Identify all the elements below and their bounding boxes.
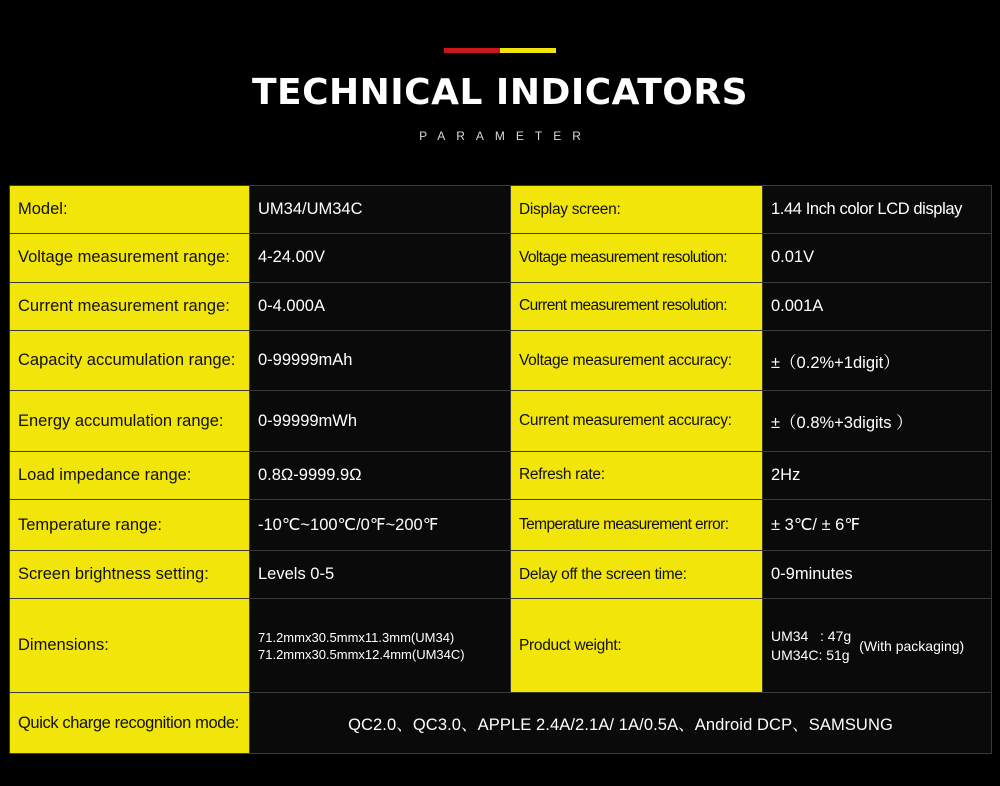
table-row — [10, 234, 992, 282]
page-title: TECHNICAL INDICATORS — [251, 72, 749, 113]
spec-value: 0-99999mWh — [250, 391, 511, 451]
spec-value: ±（0.8%+3digits ） — [763, 391, 992, 451]
spec-value: Levels 0-5 — [250, 550, 511, 598]
table-row — [10, 330, 992, 390]
spec-value: 0-4.000A — [250, 282, 511, 330]
header-accent-bar — [444, 48, 556, 53]
dimensions-value — [250, 599, 511, 693]
table-row — [10, 599, 992, 693]
spec-label: Voltage measurement resolution: — [511, 234, 763, 282]
spec-label: Temperature measurement error: — [511, 500, 763, 551]
spec-value: 0.001A — [763, 282, 992, 330]
spec-value: 0.01V — [763, 234, 992, 282]
spec-label: Load impedance range: — [10, 451, 250, 499]
spec-value: 4-24.00V — [250, 234, 511, 282]
spec-value: 0.8Ω-9999.9Ω — [250, 451, 511, 499]
weight-um34c: UM34C: 51g — [771, 646, 850, 663]
page-subtitle: PARAMETER — [419, 129, 592, 143]
spec-label: Energy accumulation range: — [10, 391, 250, 451]
spec-value: ± 3℃/ ± 6℉ — [763, 500, 992, 551]
accent-yellow — [500, 48, 556, 53]
spec-value: ±（0.2%+1digit） — [763, 330, 992, 390]
spec-label: Screen brightness setting: — [10, 550, 250, 598]
spec-label: Delay off the screen time: — [511, 550, 763, 598]
quick-charge-value: QC2.0、QC3.0、APPLE 2.4A/2.1A/ 1A/0.5A、Android DCP、SAMSUNG — [250, 693, 992, 754]
spec-label: Current measurement resolution: — [511, 282, 763, 330]
table-row — [10, 500, 992, 551]
spec-value: 2Hz — [763, 451, 992, 499]
spec-label: Current measurement range: — [10, 282, 250, 330]
spec-label: Temperature range: — [10, 500, 250, 551]
table-row — [10, 391, 992, 451]
dimensions-um34: 71.2mmx30.5mmx11.3mm(UM34) — [258, 629, 455, 645]
spec-value: 0-9minutes — [763, 550, 992, 598]
table-row — [10, 550, 992, 598]
accent-red — [444, 48, 500, 53]
spec-label: Voltage measurement range: — [10, 234, 250, 282]
table-row — [10, 693, 992, 754]
spec-value: UM34/UM34C — [250, 186, 511, 234]
weight-label: Product weight: — [511, 599, 763, 693]
weight-value — [763, 599, 992, 693]
weight-um34: UM34 : 47g — [771, 627, 852, 644]
spec-value: 0-99999mAh — [250, 330, 511, 390]
spec-value: 1.44 Inch color LCD display — [763, 186, 992, 234]
spec-label: Capacity accumulation range: — [10, 330, 250, 390]
table-row — [10, 451, 992, 499]
dimensions-um34c: 71.2mmx30.5mmx12.4mm(UM34C) — [258, 646, 465, 662]
spec-label: Voltage measurement accuracy: — [511, 330, 763, 390]
spec-label: Display screen: — [511, 186, 763, 234]
spec-label: Refresh rate: — [511, 451, 763, 499]
weight-packaging-note: (With packaging) — [859, 637, 965, 654]
table-row — [10, 186, 992, 234]
quick-charge-label: Quick charge recognition mode: — [10, 693, 250, 754]
spec-value: -10℃~100℃/0℉~200℉ — [250, 500, 511, 551]
dimensions-label: Dimensions: — [10, 599, 250, 693]
table-row — [10, 282, 992, 330]
spec-label: Current measurement accuracy: — [511, 391, 763, 451]
spec-label: Model: — [10, 186, 250, 234]
spec-table — [9, 185, 992, 754]
